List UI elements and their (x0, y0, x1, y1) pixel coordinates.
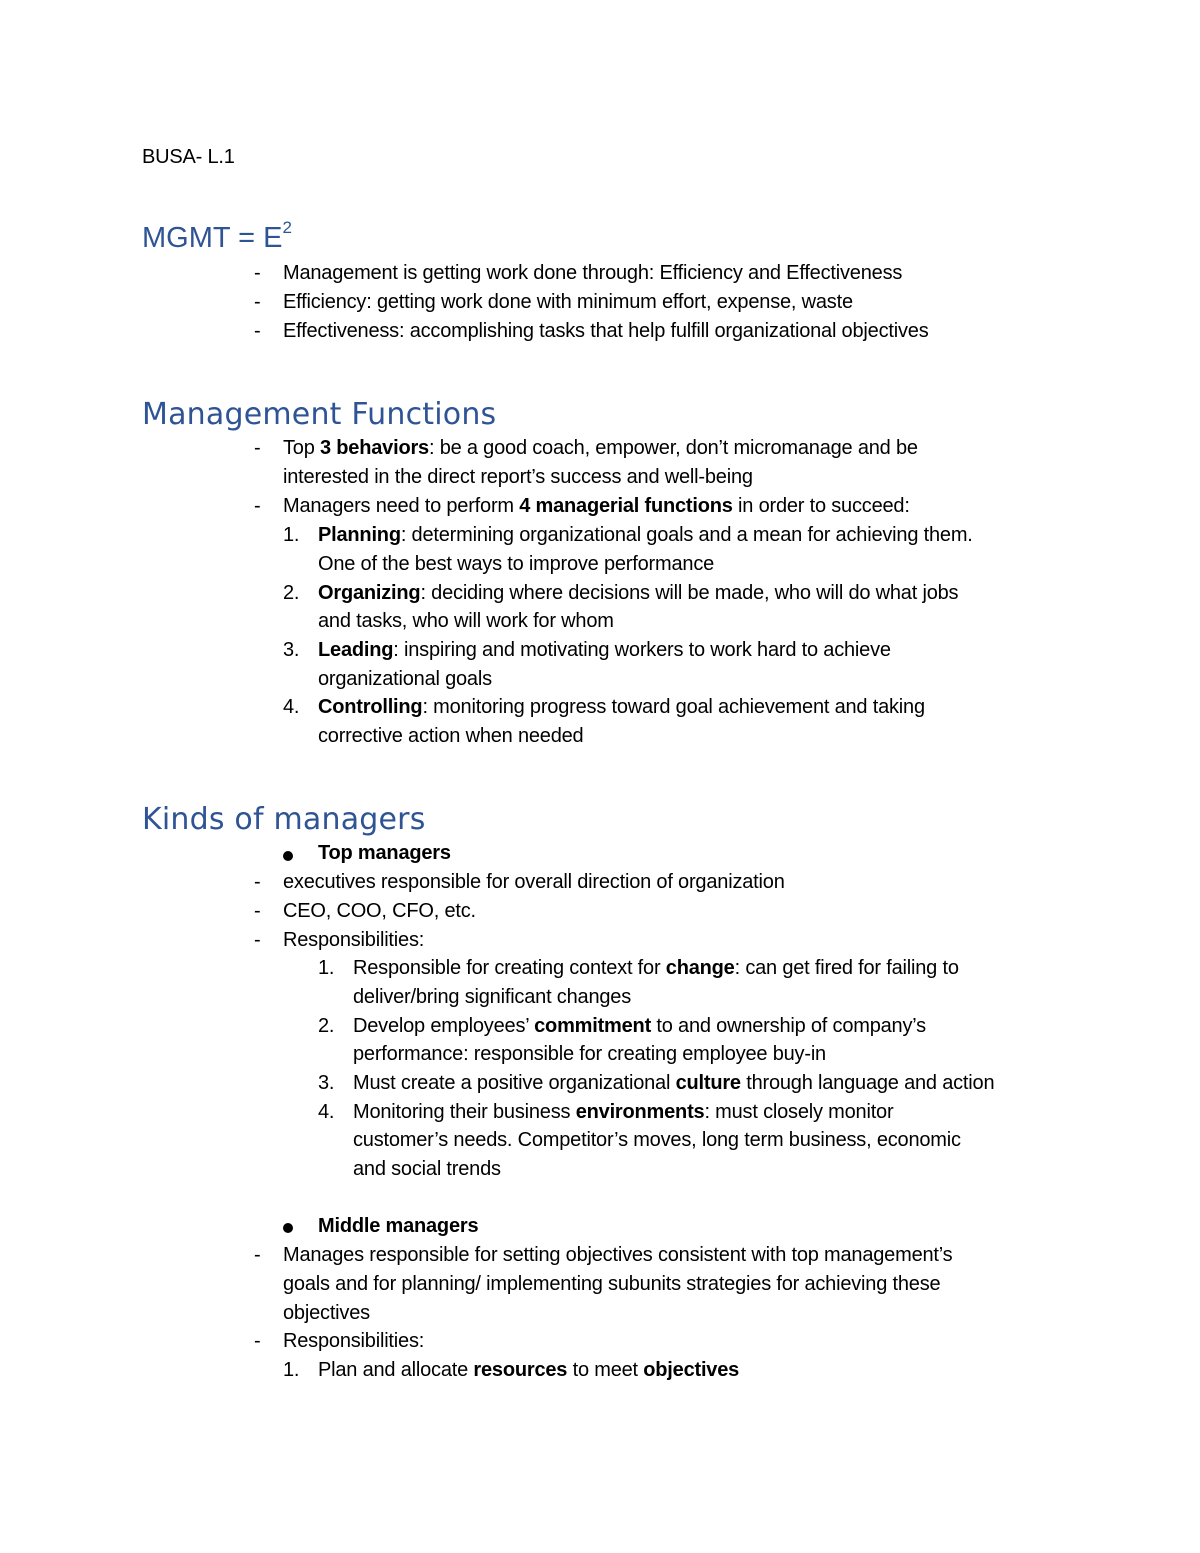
list-item: Effectiveness: accomplishing tasks that help fulfill organizational objectives (283, 320, 929, 342)
numbered-item-continuation: deliver/bring significant changes (353, 986, 632, 1008)
bold-term: resources (473, 1359, 568, 1381)
bold-term: Planning (318, 524, 401, 546)
text-run: Responsible for creating context for (353, 957, 666, 979)
dash-bullet: - (254, 291, 261, 313)
dash-bullet: - (254, 262, 261, 284)
text-run: : be a good coach, empower, don’t micromanage and be (428, 437, 918, 459)
list-number: 2. (318, 1015, 335, 1037)
dash-bullet: - (254, 495, 261, 517)
list-number: 1. (318, 957, 335, 979)
bold-term: Organizing (318, 582, 421, 604)
list-item-continuation: interested in the direct report’s success and well-being (283, 466, 753, 488)
text-run: : can get fired for failing to (734, 957, 959, 979)
numbered-item-continuation: corrective action when needed (318, 725, 584, 747)
numbered-item (353, 1098, 893, 1127)
text-run: Develop employees’ (353, 1015, 535, 1037)
list-item: Responsibilities: (283, 929, 425, 951)
numbered-item-continuation: organizational goals (318, 668, 492, 690)
numbered-item-continuation: and tasks, who will work for whom (318, 610, 614, 632)
bold-term: environments (575, 1101, 705, 1123)
list-number: 2. (283, 582, 300, 604)
subsection-label-top-managers (318, 839, 451, 868)
bold-term: Middle managers (318, 1215, 479, 1237)
bullet-dot-icon (283, 1220, 293, 1238)
text-run: in order to succeed: (732, 495, 910, 517)
heading-text: MGMT = E (142, 222, 283, 254)
list-item: CEO, COO, CFO, etc. (283, 900, 476, 922)
dash-bullet: - (254, 929, 261, 951)
dash-bullet: - (254, 900, 261, 922)
bold-term: Top managers (318, 842, 451, 864)
heading-superscript: 2 (282, 218, 292, 237)
dash-bullet: - (254, 320, 261, 342)
numbered-item (353, 1012, 926, 1041)
list-number: 3. (318, 1072, 335, 1094)
bold-term: culture (675, 1072, 741, 1094)
numbered-item (318, 693, 925, 722)
list-number: 3. (283, 639, 300, 661)
bullet-dot-icon (283, 848, 293, 866)
text-run: : inspiring and motivating workers to work hard to achieve (393, 639, 891, 661)
list-item: Responsibilities: (283, 1330, 425, 1352)
section-heading-management-functions: Management Functions (142, 397, 497, 432)
text-run: : must closely monitor (704, 1101, 894, 1123)
list-item (283, 492, 910, 521)
list-number: 4. (318, 1101, 335, 1123)
list-number: 4. (283, 696, 300, 718)
text-run: Plan and allocate (318, 1359, 474, 1381)
bold-term: Leading (318, 639, 394, 661)
list-item: Management is getting work done through: Efficiency and Effectiveness (283, 262, 903, 284)
text-run: through language and action (740, 1072, 995, 1094)
numbered-item-continuation: customer’s needs. Competitor’s moves, long term business, economic (353, 1129, 961, 1151)
numbered-item-continuation: and social trends (353, 1158, 501, 1180)
text-run: : deciding where decisions will be made, who will do what jobs (420, 582, 959, 604)
numbered-item (318, 521, 973, 550)
text-run: Managers need to perform (283, 495, 520, 517)
list-number: 1. (283, 1359, 300, 1381)
numbered-item (353, 1069, 994, 1098)
bold-term: 4 managerial functions (519, 495, 733, 517)
bold-term: commitment (534, 1015, 652, 1037)
course-code: BUSA- L.1 (142, 146, 235, 168)
text-run: Monitoring their business (353, 1101, 576, 1123)
numbered-item (318, 636, 891, 665)
text-run: Must create a positive organizational (353, 1072, 676, 1094)
bold-term: objectives (643, 1359, 740, 1381)
text-run: : determining organizational goals and a mean for achieving them. (400, 524, 973, 546)
bold-term: change (665, 957, 735, 979)
dash-bullet: - (254, 1244, 261, 1266)
list-item (283, 434, 918, 463)
bold-term: 3 behaviors (320, 437, 429, 459)
numbered-item-continuation: performance: responsible for creating employee buy-in (353, 1043, 826, 1065)
subsection-label-middle-managers (318, 1212, 478, 1241)
text-run: Top (283, 437, 321, 459)
list-item-continuation: goals and for planning/ implementing subunits strategies for achieving these (283, 1273, 941, 1295)
list-item-continuation: objectives (283, 1302, 370, 1324)
numbered-item (318, 1356, 739, 1385)
dash-bullet: - (254, 871, 261, 893)
list-item: Efficiency: getting work done with minimum effort, expense, waste (283, 291, 853, 313)
text-run: to meet (567, 1359, 644, 1381)
section-heading-kinds-of-managers: Kinds of managers (142, 802, 426, 837)
list-number: 1. (283, 524, 300, 546)
numbered-item (353, 954, 959, 983)
text-run: : monitoring progress toward goal achievement and taking (422, 696, 925, 718)
section-heading-mgmt (142, 218, 292, 255)
dash-bullet: - (254, 1330, 261, 1352)
list-item: executives responsible for overall direction of organization (283, 871, 785, 893)
numbered-item-continuation: One of the best ways to improve performance (318, 553, 715, 575)
list-item: Manages responsible for setting objectives consistent with top management’s (283, 1244, 953, 1266)
text-run: to and ownership of company’s (651, 1015, 926, 1037)
numbered-item (318, 579, 958, 608)
bold-term: Controlling (318, 696, 423, 718)
dash-bullet: - (254, 437, 261, 459)
